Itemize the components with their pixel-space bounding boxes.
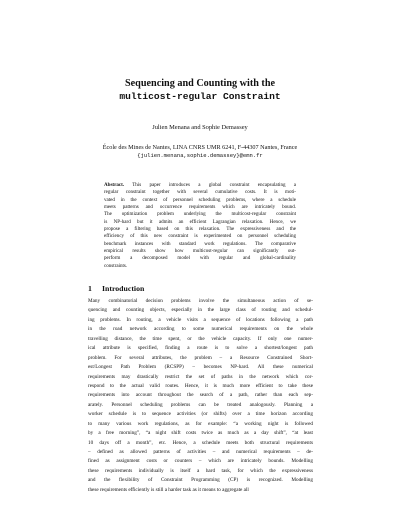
author-emails: {julien.menana,sophie.demassey}@emn.fr [137,152,263,159]
section-title: Introduction [102,284,145,293]
body-line: Many combinatorial decision problems involve the simultaneous action of se- [88,298,313,304]
body-line: and the flexibility of Constraint Programming (CP) is recognized. Modelling [88,477,313,484]
body-line: these requirements individually is itself a hard task, for which the expressiveness [88,467,313,474]
abstract-line: regular constraint together with several cumulative costs. It is moti- [104,189,296,196]
body-line: requirements into account throughout the search of a path, rather than each sep- [88,392,313,399]
authors: Julien Menana and Sophie Demassey [152,124,248,131]
introduction-body [88,297,313,495]
body-line: quencing and counting objects, especially in the large class of routing and schedul- [88,307,313,314]
abstract-line: empirical results show how multicost-regular can significantly out- [104,248,296,255]
body-line: arately. Personnel scheduling problems can be treated analogously. Planning a [88,401,313,408]
section-heading [88,284,144,294]
abstract-line: constraints. [104,262,128,269]
body-line: these requirements efficiently is still a harder task as it means to aggregate all [88,486,249,493]
abstract [104,182,296,270]
body-line: – defined as allowed patterns of activities – and numerical requirements – de- [88,449,313,455]
abstract-line: is NP-hard but it admits an efficient Lagrangian relaxation. Hence, we [104,218,296,225]
body-line: 10 days off a month”, etc. Hence, a schedule meets both structural requirements [88,439,313,446]
abstract-line: benchmark instances with standard work regulations. The comparative [104,240,296,247]
affiliation: École des Mines de Nantes, LINA CNRS UMR 6241, F-44307 Nantes, France [102,144,298,151]
body-line: ical attribute is specified, finding a route is to solve a shortest/longest path [88,345,313,352]
abstract-line: propose a filtering based on this relaxation. The expressiveness and the [104,226,296,233]
abstract-line: Abstract. This paper introduces a global constraint encapsulating a [104,182,296,188]
body-line: worker schedule is to sequence activities (or shifts) over a time horizon according [88,411,313,418]
body-line: fined as assignment costs or counters – which are intricately bounds. Modelling [88,458,313,465]
body-line: by a free morning”, “a night shift costs twice as much as a day shift”, “at least [88,430,313,437]
abstract-line: meets patterns and occurrence requirements which are intricately bound. [104,204,296,211]
body-line: ing problems. In routing, a vehicle visits a sequence of locations following a path [88,316,313,323]
body-line: est/Longest Path Problem (RCSPP) – becomes NP-hard. All these numerical [88,364,313,371]
abstract-line: efficiency of this new constraint is experimented on personnel scheduling [104,233,296,240]
body-line: to many various work regulations, as for example: “a working night is followed [88,420,313,427]
abstract-line: The optimization problem underlying the multicost-regular constraint [104,211,296,218]
paper-title-line-1: Sequencing and Counting with the [124,78,276,89]
body-line: respond to the actual valid routes. Hence, it is much more efficient to take these [88,382,313,389]
body-line: problem. For several attributes, the problem – a Resource Constrained Short- [88,354,313,361]
abstract-label: Abstract. [104,182,125,188]
paper-title-line-2: multicost-regular Constraint [119,91,281,102]
body-line: requirements may drastically restrict the set of paths in the network which cor- [88,373,313,380]
body-line: in the road network according to some numerical requirements on the whole [88,326,313,333]
abstract-line: perform a decomposed model with regular and global-cardinality [104,255,296,262]
section-number: 1 [88,284,92,293]
abstract-line: vated in the context of personnel scheduling problems, where a schedule [104,196,296,203]
body-line: travelling distance, the time spent, or the vehicle capacity. If only one numer- [88,335,313,342]
